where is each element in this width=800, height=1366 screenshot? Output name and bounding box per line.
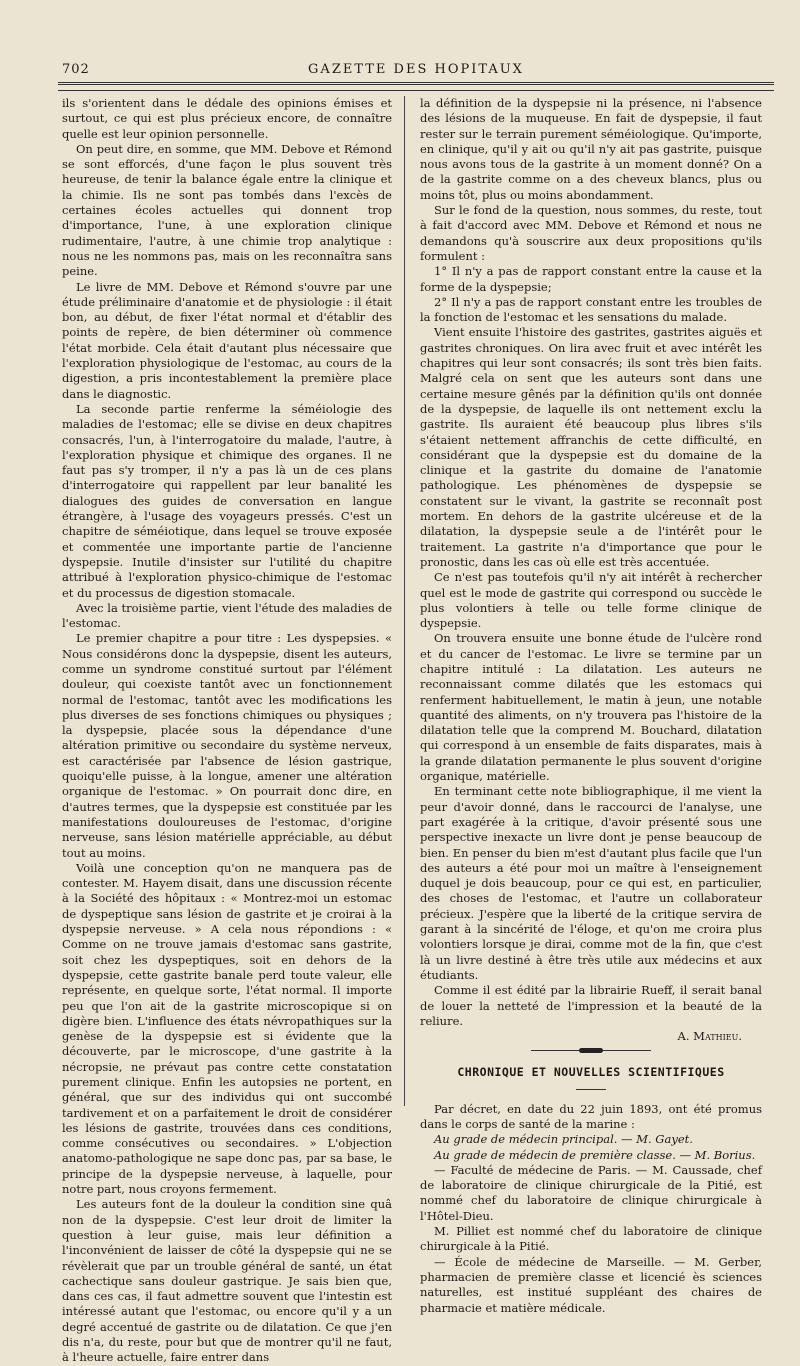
header-double-rule — [58, 82, 774, 88]
paragraph: Avec la troisième partie, vient l'étude des maladies de l'estomac. — [62, 600, 392, 631]
paragraph: — École de médecine de Marseille. — M. Gerber, pharmacien de première classe et licencié ès sciences naturelles, est institué suppléant des chaires de pharmacie et matière médicale. — [420, 1254, 762, 1315]
column-separator — [404, 96, 405, 1106]
paragraph: ils s'orientent dans le dédale des opinions émises et surtout, ce qui est plus précieux encore, de connaître quelle est leur opinion personnelle. — [62, 96, 392, 141]
paragraph — [420, 1148, 762, 1163]
paragraph: Comme il est édité par la librairie Rueff, il serait banal de louer la netteté de l'impression et la beauté de la reliure. — [420, 983, 762, 1028]
paragraph: Ce n'est pas toutefois qu'il n'y ait intérêt à rechercher quel est le mode de gastrite qui correspond ou succède le plus volontiers à telle ou telle forme clinique de dyspepsie. — [420, 570, 762, 631]
paragraph: M. Pilliet est nommé chef du laboratoire de clinique chirurgicale à la Pitié. — [420, 1224, 762, 1254]
paragraph: Sur le fond de la question, nous sommes, du reste, tout à fait d'accord avec MM. Debove et Rémond et nous ne demandons qu'à souscrire aux deux propositions qu'ils formulent : — [420, 203, 762, 263]
grade-line: Au grade de médecin principal. — M. Gayet. — [434, 1132, 693, 1147]
ornament-divider — [531, 1050, 651, 1055]
paragraph: Voilà une conception qu'on ne manquera pas de contester. M. Hayem disait, dans une discussion récente à la Société des hôpitaux : « Montrez-moi un estomac de dyspeptique sans lésion de gastrite et je croirai à la dyspepsie nerveuse. » A cela nous répondions : « Comme on ne trouve jamais d'estomac sans gastrite, soit chez les dyspeptiques, soit en dehors de la dyspepsie, cette gastrite banale perd toute valeur, elle représente, en quelque sorte, l'état normal. Il importe peu que l'on ait de la gastrite microscopique si on digère bien. L'influence des états névropathiques sur la genèse de la dyspepsie est si évidente que la découverte, par le microscope, d'une gastrite à la nécropsie, ne prévaut pas contre cette constatation purement clinique. Enfin les autopsies ne portent, en général, que sur des individus qui ont succombé tardivement et on a parfaitement le droit de considérer les lésions de gastrite, trouvées dans ces conditions, comme consécutives ou secondaires. » L'objection anatomo-pathologique ne sape donc pas, par sa base, le principe de la dyspepsie nerveuse, à laquelle, pour notre part, nous croyons fermement. — [62, 860, 392, 1197]
paragraph: Par décret, en date du 22 juin 1893, ont été promus dans le corps de santé de la marine : — [420, 1101, 762, 1131]
paragraph: — Faculté de médecine de Paris. — M. Caussade, chef de laboratoire de clinique chirurgicale de la Pitié, est nommé chef du laboratoire de clinique chirurgicale à l'Hôtel-Dieu. — [420, 1162, 762, 1223]
paragraph: la définition de la dyspepsie ni la présence, ni l'absence des lésions de la muqueuse. En fait de dyspepsie, il faut rester sur le terrain purement séméiologique. Qu'importe, en clinique, qu'il y ait ou qu'il n'y ait pas gastrite, puisque nous avons tous de la gastrite à un moment donné? On a de la gastrite comme on a des cheveux blancs, plus ou moins tôt, plus ou moins abondamment. — [420, 96, 762, 202]
grade-line: Au grade de médecin de première classe. — M. Borius. — [434, 1147, 756, 1162]
section-title: CHRONIQUE ET NOUVELLES SCIENTIFIQUES — [457, 1065, 725, 1080]
paragraph: Les auteurs font de la douleur la condition sine quâ non de la dyspepsie. C'est leur droit de limiter la question à leur guise, mais leur définition a l'inconvénient de laisser de côté la dyspepsie qui ne se révèlerait que par un trouble général de santé, un état cachectique sans douleur gastrique. Je sais bien que, dans ces cas, il faut admettre souvent que l'intestin est intéressé autant que l'estomac, ou encore qu'il y a un degré accentué de gastrite ou de dilatation. Ce que j'en dis n'a, du reste, pour but que de montrer qu'il ne faut, à l'heure actuelle, faire entrer dans — [62, 1197, 392, 1365]
journal-title: GAZETTE DES HOPITAUX — [308, 62, 524, 77]
paragraph — [420, 1132, 762, 1147]
paragraph: Le premier chapitre a pour titre : Les dyspepsies. « Nous considérons donc la dyspepsie, disent les auteurs, comme un syndrome constitué surtout par l'élément douleur, qui coexiste tantôt avec un fonctionnement normal de l'estomac, tantôt avec les modifications les plus diverses de ses fonctions chimiques ou physiques ; la dyspepsie, placée sous la dépendance d'une altération primitive ou secondaire du système nerveux, est caractérisée par l'absence de lésion gastrique, quoiqu'elle puisse, à la longue, amener une altération organique de l'estomac. » On pourrait donc dire, en d'autres termes, que la dyspepsie est constituée par les manifestations douloureuses de l'estomac, d'origine nerveuse, sans lésion matérielle appréciable, au début tout au moins. — [62, 631, 392, 860]
page-number: 702 — [62, 62, 90, 77]
left-column — [62, 96, 392, 1366]
paragraph: 2° Il n'y a pas de rapport constant entre les troubles de la fonction de l'estomac et les sensations du malade. — [420, 294, 762, 325]
right-column — [420, 96, 762, 1316]
paragraph: En terminant cette note bibliographique, il me vient la peur d'avoir donné, dans le raccourci de l'analyse, une part exagérée à la critique, d'avoir présenté sous une perspective inexacte un livre dont je pense beaucoup de bien. En penser du bien m'est d'autant plus facile que l'un des auteurs a été pour moi un maître à l'enseignement duquel je dois beaucoup, pour ce qui est, en particulier, des choses de l'estomac, et l'autre un collaborateur précieux. J'espère que la liberté de la critique servira de garant à la sincérité de l'éloge, et qu'on me croira plus volontiers lorsque je dirai, comme mot de la fin, que c'est là un livre destiné à être très utile aux médecins et aux étudiants. — [420, 784, 762, 982]
header-rule — [58, 90, 774, 91]
page-header — [58, 58, 774, 80]
author-signature: A. Mathieu. — [677, 1029, 742, 1044]
paragraph: On trouvera ensuite une bonne étude de l'ulcère rond et du cancer de l'estomac. Le livre se termine par un chapitre intitulé : La dilatation. Les auteurs ne reconnaissant comme dilatés que les estomacs qui renferment habituellement, le matin à jeun, une notable quantité des aliments, on n'y trouvera pas l'histoire de la dilatation telle que la comprend M. Bouchard, dilatation qui correspond à un ensemble de faits disparates, mais à la grande dilatation permanente le plus souvent d'origine organique, matérielle. — [420, 631, 762, 784]
paragraph: 1° Il n'y a pas de rapport constant entre la cause et la forme de la dyspepsie; — [420, 264, 762, 294]
section-rule — [576, 1089, 606, 1090]
paragraph: On peut dire, en somme, que MM. Debove et Rémond se sont efforcés, d'une façon le plus souvent très heureuse, de tenir la balance égale entre la clinique et la chimie. Ils ne sont pas tombés dans l'excès de certaines écoles actuelles qui donnent trop d'importance, l'une, à une exploration clinique rudimentaire, l'autre, à une chimie trop analytique : nous ne les nommons pas, mais on les reconnaîtra sans peine. — [62, 141, 392, 279]
paragraph: La seconde partie renferme la séméiologie des maladies de l'estomac; elle se divise en deux chapitres consacrés, l'un, à l'interrogatoire du malade, l'autre, à l'exploration physique et chimique des organes. Il ne faut pas s'y tromper, il n'y a pas là un de ces plans d'interrogatoire qui rappellent par leur banalité les dialogues des guides de conversation en langue étrangère, à l'usage des voyageurs pressés. C'est un chapitre de séméiotique, dans lequel se trouve exposée et commentée une importante partie de l'ancienne dyspepsie. Inutile d'insister sur l'utilité du chapitre attribué à l'exploration physico-chimique de l'estomac et du processus de digestion stomacale. — [62, 401, 392, 600]
paragraph: Le livre de MM. Debove et Rémond s'ouvre par une étude préliminaire d'anatomie et de physiologie : il était bon, au début, de fixer l'état normal et d'établir des points de repère, de bien déterminer où commence l'état morbide. Cela était d'autant plus nécessaire que l'exploration physiologique de l'estomac, au cours de la digestion, a pris incontestablement la première place dans le diagnostic. — [62, 279, 392, 401]
paragraph: Vient ensuite l'histoire des gastrites, gastrites aiguës et gastrites chroniques. On lira avec fruit et avec intérêt les chapitres qui leur sont consacrés; ils sont très bien faits. Malgré cela on sent que les auteurs sont dans une certaine mesure gênés par la définition qu'ils ont donnée de la dyspepsie, de laquelle ils ont nettement exclu la gastrite. Ils auraient été beaucoup plus libres s'ils s'étaient nettement affranchis de cette difficulté, en considérant que la dyspepsie est du domaine de la clinique et la gastrite du domaine de l'anatomie pathologique. Les phénomènes de dyspepsie se constatent sur le vivant, la gastrite se reconnaît post mortem. En dehors de la gastrite ulcéreuse et de la dilatation, la dyspepsie seule a de l'intérêt pour le traitement. La gastrite n'a d'importance que pour le pronostic, dans les cas où elle est très accentuée. — [420, 325, 762, 569]
